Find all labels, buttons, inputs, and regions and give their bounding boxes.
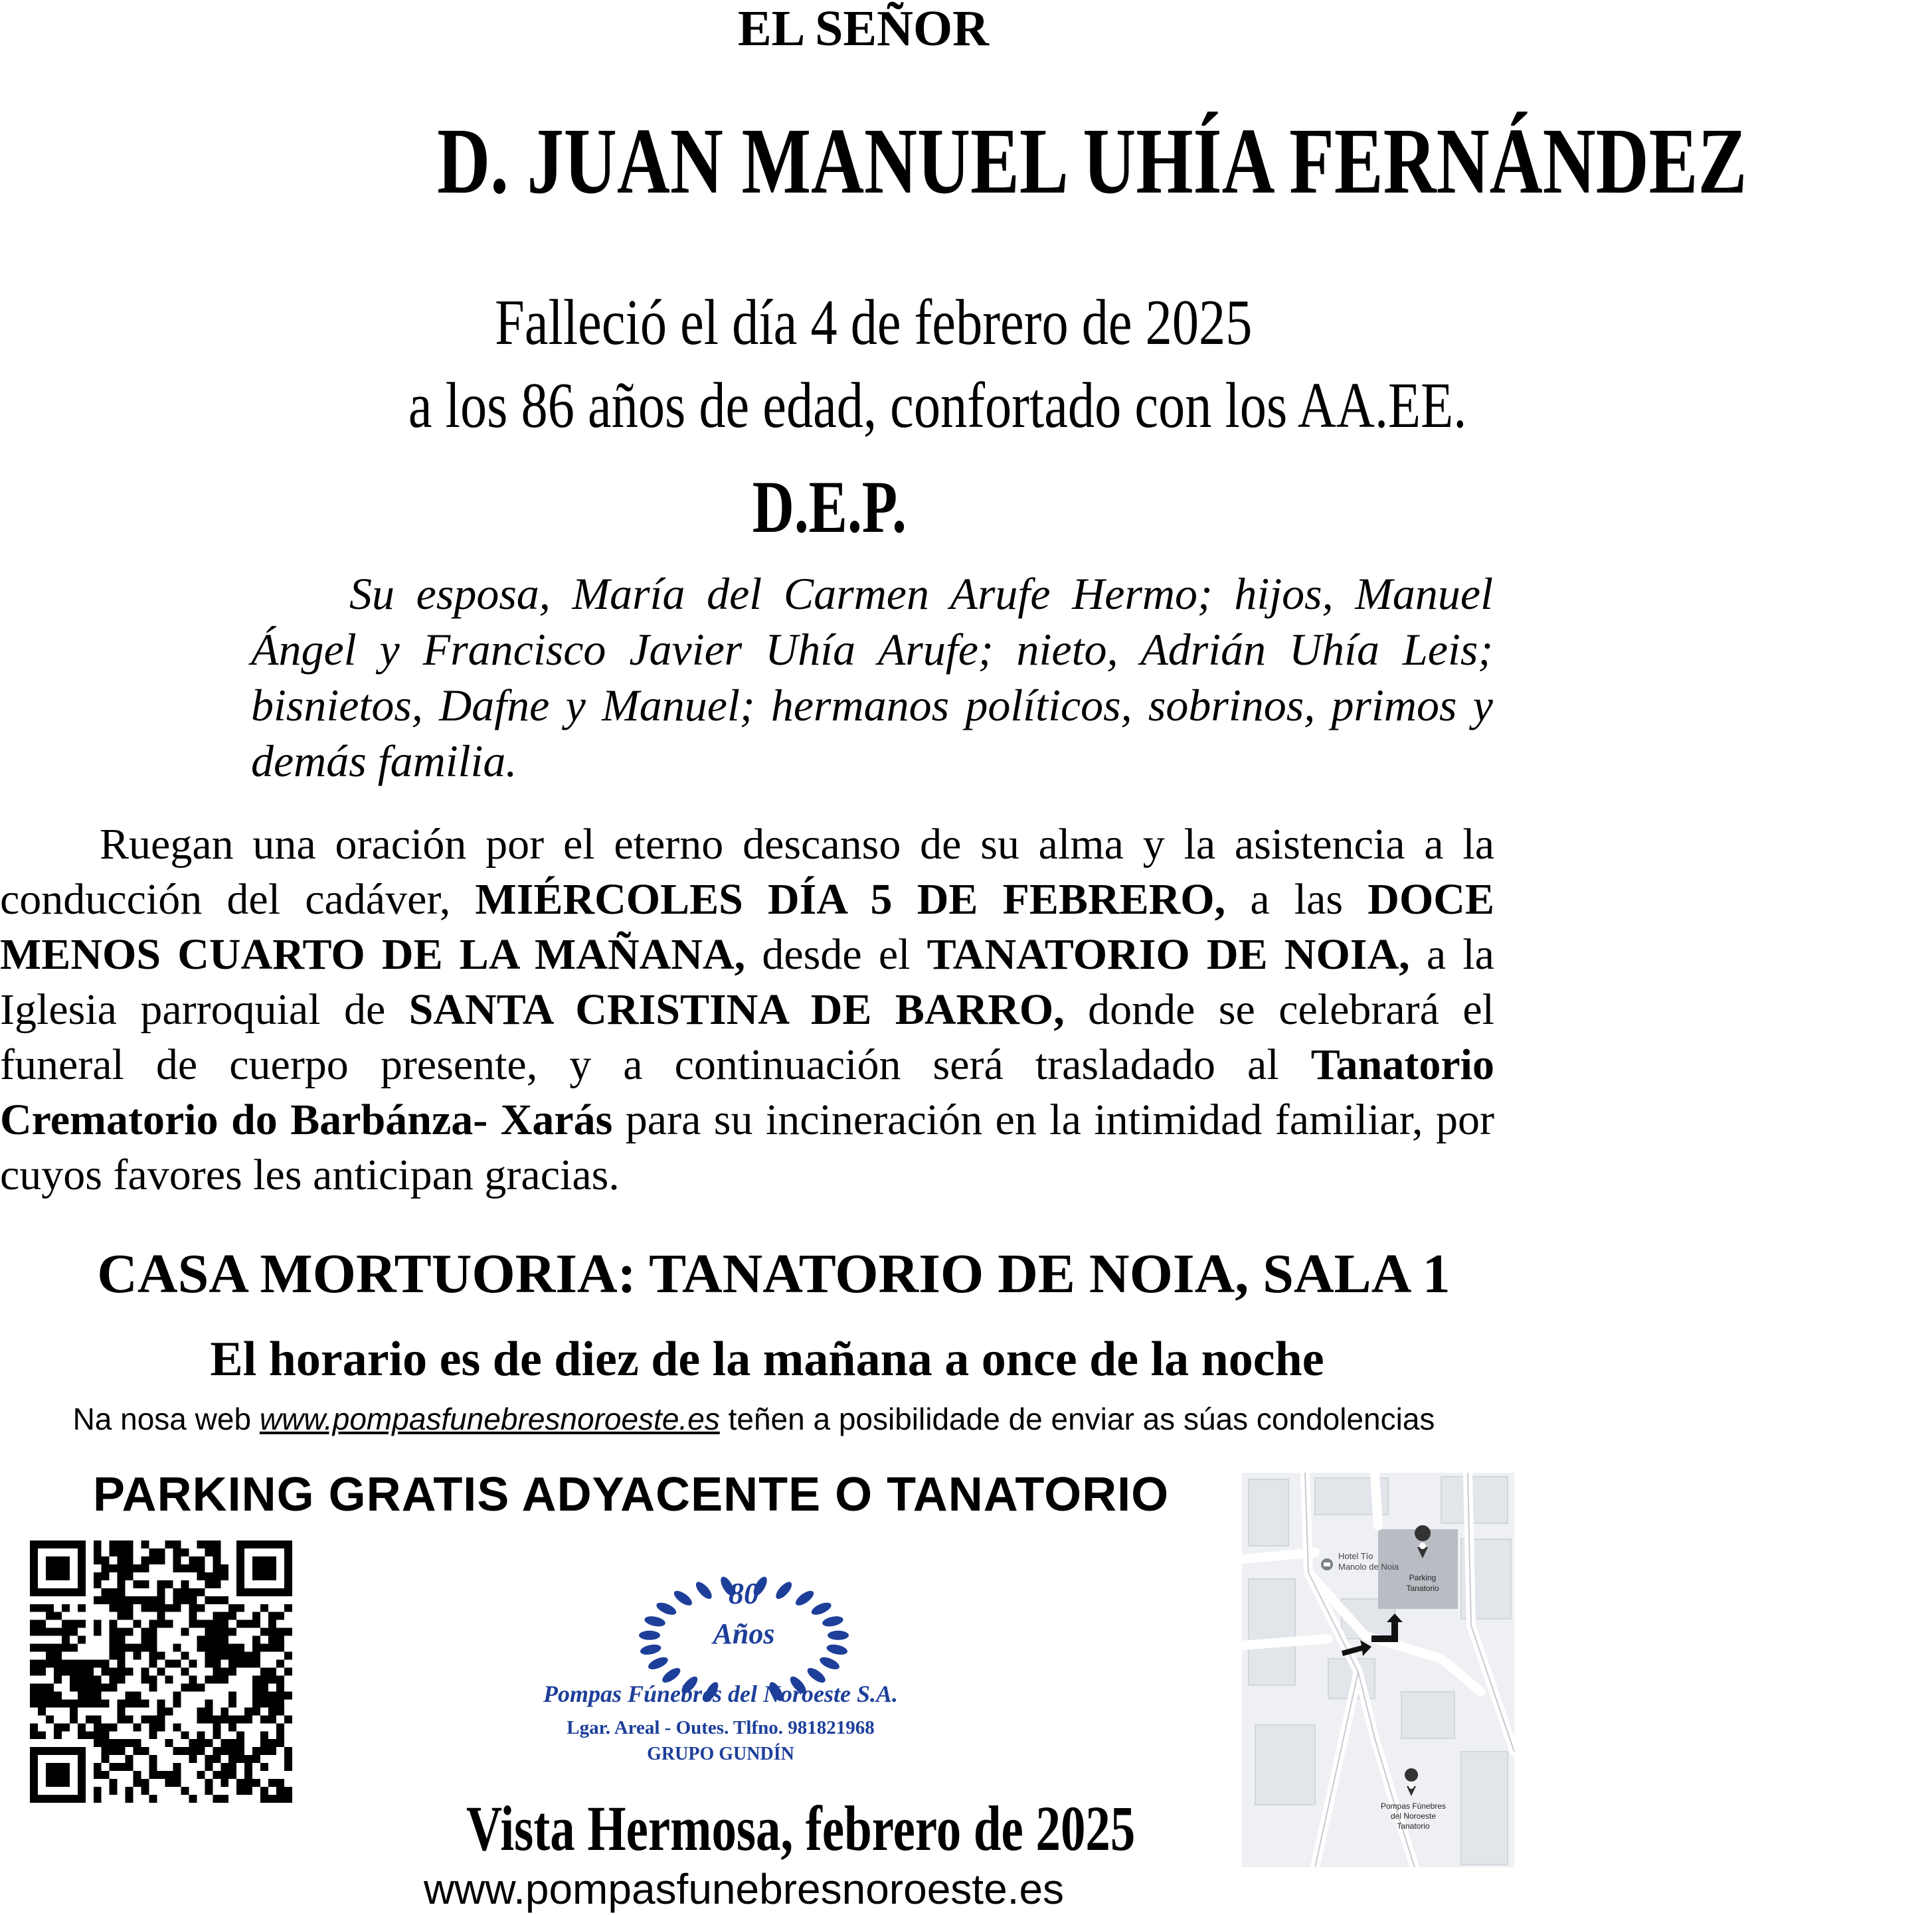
logo-years-number: 80 bbox=[729, 1576, 759, 1610]
service-text-4: a la Iglesia parroquial de bbox=[0, 930, 1494, 1034]
qr-code[interactable] bbox=[30, 1540, 292, 1803]
web-note-suffix: teñen a posibilidade de enviar as súas condolencias bbox=[719, 1402, 1435, 1436]
map-hotel-line1: Hotel Tío bbox=[1338, 1551, 1373, 1561]
hotel-icon bbox=[1321, 1558, 1333, 1570]
map-funeral-line1: Pompas Fúnebres bbox=[1380, 1801, 1447, 1811]
map-parking-line1: Parking bbox=[1409, 1573, 1437, 1582]
service-text-6: para su incineración en la intimidad familiar, por cuyos favores les anticipan gracias. bbox=[0, 1096, 1494, 1199]
heading-el-senor: EL SEÑOR bbox=[737, 1, 990, 56]
logo-company-name: Pompas Fúnebres del Noroeste S.A. bbox=[543, 1681, 899, 1707]
service-crematorium: Tanatorio Crematorio do Barbánza- Xarás bbox=[0, 1041, 1494, 1144]
logo-address: Lgar. Areal - Outes. Tlfno. 981821968 bbox=[567, 1717, 875, 1738]
family-text: Su esposa, María del Carmen Arufe Hermo; hijos, Manuel Ángel y Francisco Javier Uhía Arufe; nieto, Adrián Uhía Leis; bisnietos, Dafne y Manuel; hermanos políticos, sobrinos, primos y demás familia. bbox=[251, 568, 1493, 786]
service-text-3: desde el bbox=[745, 930, 927, 979]
dep-text: D.E.P. bbox=[752, 466, 907, 548]
signature-line bbox=[372, 1791, 1182, 1865]
service-time: DOCE MENOS CUARTO DE LA MAÑANA, bbox=[0, 875, 1494, 979]
dep-heading bbox=[731, 465, 923, 550]
web-note bbox=[0, 1401, 1508, 1437]
deceased-name-text: D. JUAN MANUEL UHÍA FERNÁNDEZ bbox=[437, 108, 1747, 213]
logo-years-word: Años bbox=[713, 1618, 775, 1650]
footer-website[interactable]: www.pompasfunebresnoroeste.es bbox=[423, 1865, 1065, 1913]
map-parking-line2: Tanatorio bbox=[1406, 1584, 1439, 1593]
map-funeral-line2: del Noroeste bbox=[1390, 1811, 1437, 1821]
service-church: SANTA CRISTINA DE BARRO, bbox=[408, 985, 1065, 1034]
age-text: a los 86 años de edad, confortado con los AA.EE. bbox=[408, 370, 1467, 442]
family-paragraph bbox=[251, 566, 1493, 789]
web-note-prefix: Na nosa web bbox=[72, 1402, 260, 1436]
service-text-1: Ruegan una oración por el eterno descanso de su alma y la asistencia a la conducción del cadáver, bbox=[0, 820, 1494, 924]
age-line bbox=[292, 369, 1468, 443]
death-date-text: Falleció el día 4 de febrero de 2025 bbox=[494, 287, 1253, 359]
parking-notice: PARKING GRATIS ADYACENTE O TANATORIO bbox=[93, 1468, 1170, 1521]
map-funeral-line3: Tanatorio bbox=[1397, 1821, 1430, 1831]
service-origin: TANATORIO DE NOIA, bbox=[926, 930, 1410, 979]
map-hotel-line2: Manolo de Noia bbox=[1338, 1562, 1399, 1572]
deceased-name bbox=[252, 106, 1747, 213]
location-map[interactable] bbox=[1242, 1473, 1514, 1867]
death-date-line bbox=[332, 286, 1415, 360]
website-link[interactable]: www.pompasfunebresnoroeste.es bbox=[259, 1402, 720, 1436]
service-paragraph bbox=[0, 817, 1494, 1203]
logo-group: GRUPO GUNDÍN bbox=[647, 1744, 794, 1764]
service-text-5: donde se celebrará el funeral de cuerpo presente, y a continuación será trasladado al bbox=[0, 985, 1494, 1089]
schedule-heading: El horario es de diez de la mañana a once de la noche bbox=[210, 1332, 1324, 1386]
casa-mortuoria-heading: CASA MORTUORIA: TANATORIO DE NOIA, SALA 1 bbox=[97, 1243, 1450, 1305]
service-date: MIÉRCOLES DÍA 5 DE FEBRERO, bbox=[475, 875, 1226, 924]
service-text-2: a las bbox=[1225, 875, 1368, 924]
signature-text: Vista Hermosa, febrero de 2025 bbox=[466, 1793, 1136, 1864]
